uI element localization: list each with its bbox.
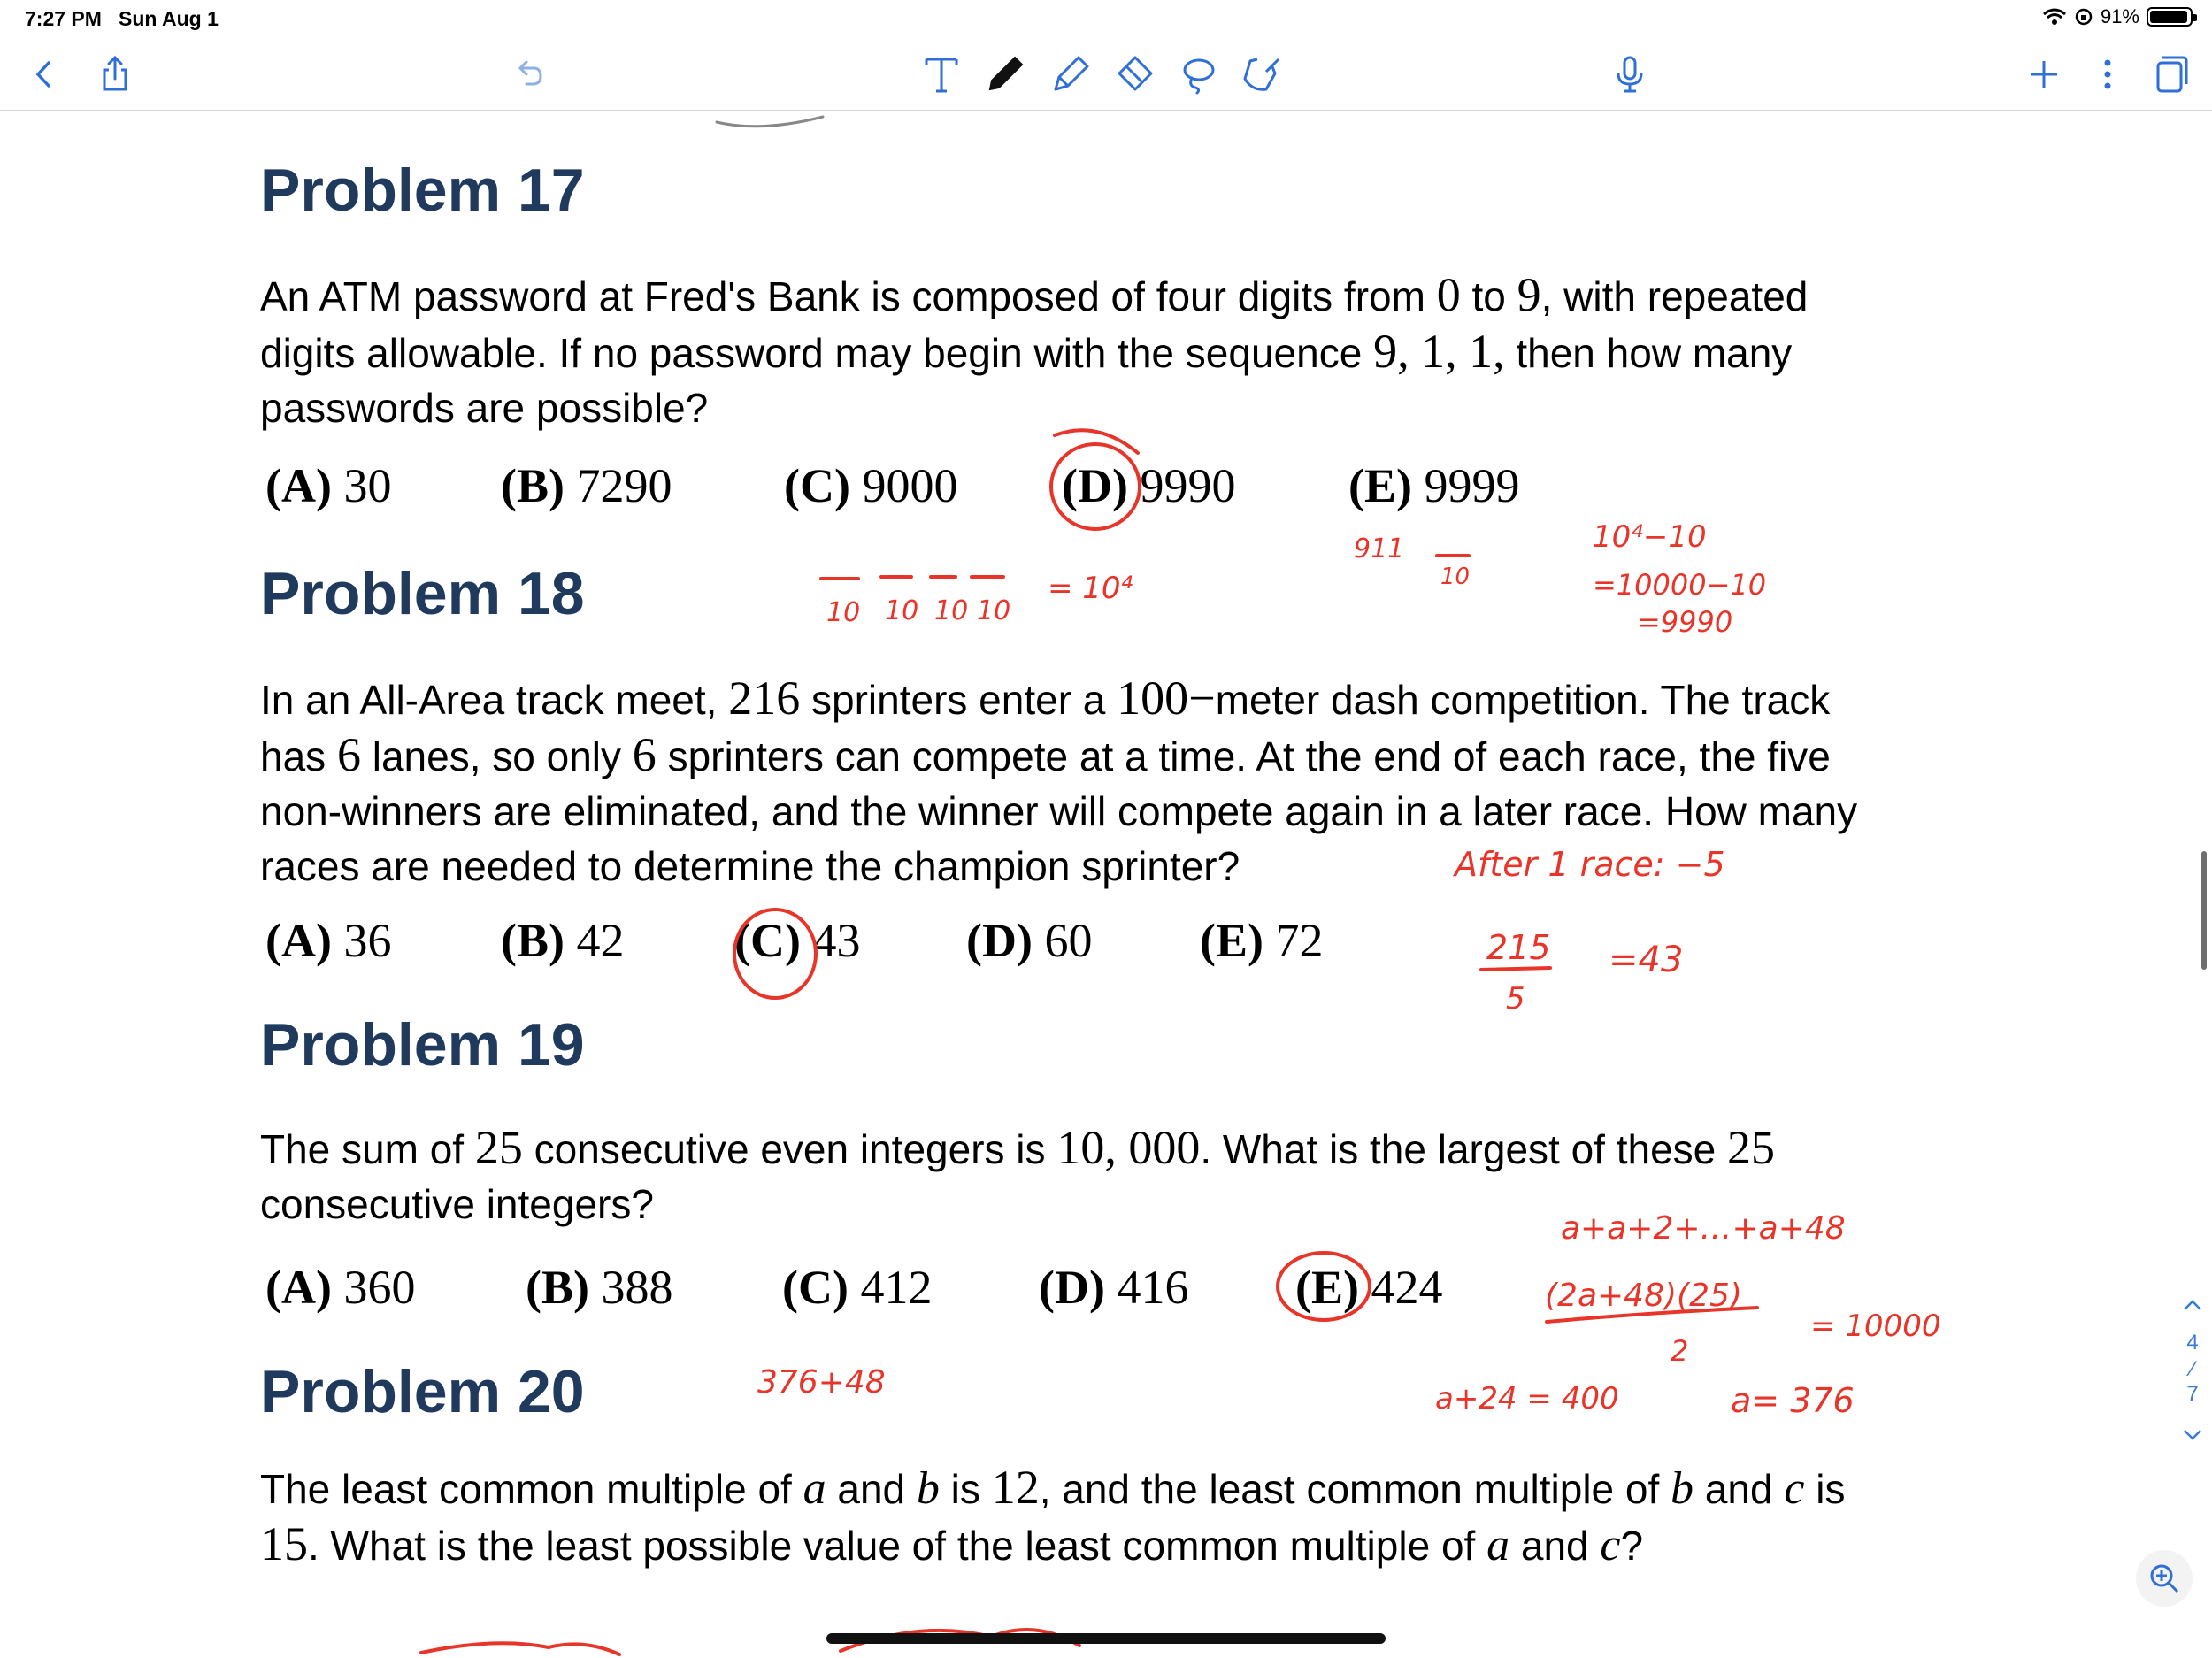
- status-indicators: [2042, 5, 2193, 28]
- page-total: 7: [2186, 1382, 2199, 1406]
- problem-17-choices: [265, 458, 1858, 520]
- page-divider: ⁄: [2190, 1357, 2194, 1381]
- pen-icon[interactable]: [980, 50, 1030, 99]
- scrollbar[interactable]: [2201, 851, 2207, 970]
- ink-p19-formula: (2a+48)(25): [1545, 1278, 1742, 1314]
- page-current: 4: [2186, 1331, 2199, 1355]
- status-bar: [0, 0, 2212, 39]
- highlighter-icon[interactable]: [1046, 50, 1095, 99]
- ink-p17-eq: = 10⁴: [1048, 571, 1133, 606]
- page-navigator: [2173, 1292, 2212, 1504]
- choice-b: (B) 388: [526, 1261, 673, 1314]
- ink-p19-den: 2: [1671, 1334, 1689, 1368]
- problem-20-text: The least common multiple of a and b is 12, and the least common multiple of b and c is 15. What is the least possible value of the least common multiple of a and c?: [260, 1461, 1846, 1570]
- choice-a: (A) 360: [265, 1261, 416, 1314]
- ink-p18-num: 215: [1486, 928, 1551, 967]
- back-icon[interactable]: [19, 50, 69, 99]
- problem-17-text: An ATM password at Fred's Bank is composed of four digits from 0 to 9, with repeated digits allowable. If no password may begin with the sequence 9, 1, 1, then how many passwords are possible?: [260, 268, 1809, 431]
- choice-d: (D) 60: [966, 914, 1093, 967]
- battery-icon: [2147, 7, 2193, 27]
- chevron-up-icon[interactable]: [2173, 1292, 2212, 1331]
- more-icon[interactable]: [2083, 50, 2132, 99]
- ink-p19-eq: = 10000: [1810, 1309, 1941, 1344]
- ink-blank-label: 10: [826, 597, 861, 628]
- zoom-in-icon: [2147, 1561, 2182, 1596]
- ink-p19-a: a= 376: [1731, 1381, 1855, 1420]
- eraser-icon[interactable]: [1110, 50, 1159, 99]
- battery-percent: 91%: [2100, 5, 2139, 27]
- choice-e: (E) 424: [1295, 1261, 1443, 1314]
- lasso-icon[interactable]: [1173, 50, 1223, 99]
- status-time: 7:27 PM: [25, 7, 102, 30]
- chevron-down-icon[interactable]: [2173, 1421, 2212, 1460]
- ink-p20-note: 376+48: [757, 1364, 886, 1401]
- text-tool-icon[interactable]: [917, 50, 966, 99]
- problem-18-text: In an All-Area track meet, 216 sprinters enter a 100−meter dash competition. The track has 6 lanes, so only 6 sprinters can compete at a time. At the end of each race, the five non-winners are eliminated, and the winner will compete again in a later race. How many races are needed to determine the champion sprinter?: [260, 672, 1858, 889]
- orientation-lock-icon: [2074, 7, 2093, 27]
- ink-p17-10: 10: [1440, 564, 1471, 590]
- choice-c: (C) 9000: [784, 459, 958, 512]
- ink-p17-calc3: =9990: [1637, 605, 1733, 639]
- choice-e: (E) 72: [1200, 914, 1324, 967]
- choice-d: (D) 416: [1039, 1261, 1189, 1314]
- undo-icon[interactable]: [504, 50, 554, 99]
- ink-p19-sum: a+a+2+…+a+48: [1561, 1210, 1846, 1247]
- home-indicator[interactable]: [826, 1633, 1386, 1644]
- toolbar: [0, 39, 2212, 111]
- choice-a: (A) 30: [265, 459, 392, 512]
- problem-20-title: Problem 20: [260, 1358, 585, 1425]
- choice-b: (B) 7290: [501, 459, 672, 512]
- problem-19-text: The sum of 25 consecutive even integers is 10, 000. What is the largest of these 25 consecutive integers?: [260, 1121, 1776, 1227]
- choice-b: (B) 42: [501, 914, 625, 967]
- problem-19-title: Problem 19: [260, 1011, 585, 1078]
- choice-d: (D) 9990: [1062, 459, 1236, 512]
- zoom-button[interactable]: [2136, 1550, 2193, 1607]
- ink-p17-calc1: 10⁴−10: [1593, 519, 1707, 555]
- problem-19-choices: [265, 1260, 1858, 1322]
- share-icon[interactable]: [90, 50, 140, 99]
- problem-18-choices: [265, 913, 1858, 975]
- problem-18-title: Problem 18: [260, 560, 585, 627]
- problem-17-title: Problem 17: [260, 157, 585, 224]
- shapes-icon[interactable]: [1237, 50, 1286, 99]
- wifi-icon: [2042, 7, 2067, 27]
- status-date: Sun Aug 1: [119, 7, 219, 30]
- choice-a: (A) 36: [265, 914, 392, 967]
- microphone-icon[interactable]: [1605, 50, 1655, 99]
- document-page[interactable]: [0, 111, 2212, 1658]
- ink-blank-label: 10: [934, 595, 969, 626]
- ink-p17-calc2: =10000−10: [1593, 568, 1767, 602]
- ink-p19-a24: a+24 = 400: [1435, 1381, 1619, 1416]
- ink-blank-label: 10: [977, 595, 1011, 626]
- add-page-icon[interactable]: [2019, 50, 2069, 99]
- choice-c: (C) 43: [734, 914, 861, 967]
- ink-p18-res: =43: [1609, 940, 1684, 980]
- choice-e: (E) 9999: [1348, 459, 1520, 512]
- ink-p18-den: 5: [1506, 981, 1525, 1017]
- choice-c: (C) 412: [782, 1261, 933, 1314]
- pages-icon[interactable]: [2145, 50, 2194, 99]
- ink-p18-note: After 1 race: −5: [1455, 845, 1725, 884]
- ink-blank-label: 10: [885, 595, 919, 626]
- ink-p17-911: 911: [1354, 533, 1405, 564]
